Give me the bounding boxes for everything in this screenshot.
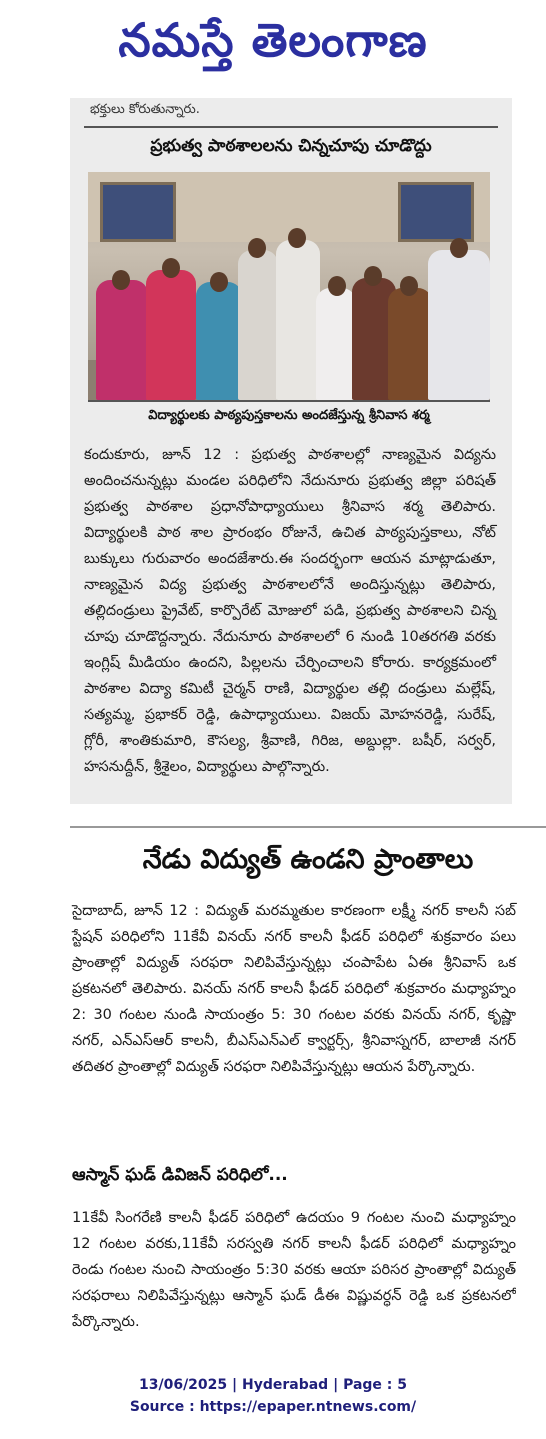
divider-line <box>84 126 498 128</box>
masthead-title: నమస్తే తెలంగాణ <box>118 13 428 67</box>
article-headline: ప్రభుత్వ పాఠశాలలను చిన్నచూపు చూడొద్దు <box>150 136 432 156</box>
photo-person <box>388 288 432 400</box>
photo-head <box>400 276 418 296</box>
photo-person <box>96 280 148 400</box>
photo-person <box>276 240 320 400</box>
photo-window <box>398 182 474 242</box>
photo-head <box>162 258 180 278</box>
article-body: కందుకూరు, జూన్ 12 : ప్రభుత్వ పాఠశాలల్లో నాణ్యమైన విద్యను అందించనున్నట్లు మండల పరిధిలోని నేదునూరు ప్రభుత్వ జిల్లా పరిషత్ ప్రభుత్వ పాఠశాల ప్రధానోపాధ్యాయులు శ్రీనివాస శర్మ తెలిపారు. విద్యార్థులకి పాఠ శాల ప్రారంభం రోజునే, ఉచిత పాఠ్యపుస్తకాలు, నోట్ బుక్కులు గురువారం అందజేశారు.ఈ సందర్భంగా ఆయన మాట్లాడుతూ, నాణ్యమైన విద్య ప్రభుత్వ పాఠశాలలోనే అందిస్తున్నట్లు తెలిపారు, తల్లిదండ్రులు ప్రైవేట్, కార్పొరేట్ మోజులో పడి, ప్రభుత్వ పాఠశాలని చిన్న చూపు చూడొద్దన్నారు. నేదునూరు పాఠశాలలో 6 నుండి 10తరగతి వరకు ఇంగ్లిష్ మీడియం ఉందని, పిల్లలను చేర్పించాలని కోరారు. కార్యక్రమంలో పాఠశాల విద్యా కమిటీ చైర్మన్ రాణి, విద్యార్థుల తల్లి దండ్రులు మల్లేష్, సత్యమ్మ, ప్రభాకర్ రెడ్డి, ఉపాధ్యాయులు. విజయ్ మోహనరెడ్డి, సురేష్, గ్లోరీ, శాంతికుమారి, కౌసల్య, శ్రీవాణి, గిరిజ, అబ్దుల్లా. బషీర్, సర్వర్, హసనుద్దీన్, శ్రీశైలం, విద్యార్థులు పాల్గొన్నారు. <box>84 447 496 775</box>
article-photo <box>88 172 490 400</box>
photo-head <box>288 228 306 248</box>
caption-divider <box>88 400 490 402</box>
article-body-power-cut: సైదాబాద్, జూన్ 12 : విద్యుత్ మరమ్మతుల కారణంగా లక్ష్మీ నగర్ కాలనీ సబ్ స్టేషన్ పరిధిలోని 11కేవీ వినయ్ నగర్ కాలనీ ఫీడర్ పరిధిలో శుక్రవారం పలు ప్రాంతాల్లో విద్యుత్ సరఫరా నిలిపివేస్తున్నట్లు చంపాపేట ఏఈ శ్రీనివాస్ ఒక ప్రకటనలో తెలిపారు. వినయ్ నగర్ కాలనీ ఫీడర్ పరిధిలో శుక్రవారం మధ్యాహ్నం 2: 30 గంటల నుండి సాయంత్రం 5: 30 గంటల వరకు వినయ్ నగర్, కృష్ణా నగర్, ఎన్ఎస్ఆర్ కాలనీ, బీఎస్ఎన్ఎల్ క్వార్టర్స్, శ్రీనివాస్నగర్, బాలాజీ నగర్ తదితర ప్రాంతాల్లో విద్యుత్ సరఫరా నిలిపివేస్తున్నట్లు ఆయన పేర్కొన్నారు. <box>72 903 516 1075</box>
photo-person <box>428 250 490 400</box>
article-school-books <box>70 98 512 804</box>
photo-head <box>112 270 130 290</box>
photo-head <box>364 266 382 286</box>
section-divider <box>70 826 546 828</box>
article-subhead: ఆస్మాన్ ఘడ్ డివిజన్ పరిధిలో... <box>72 1165 288 1185</box>
photo-head <box>210 272 228 292</box>
photo-person <box>238 250 278 400</box>
footer-date-edition: 13/06/2025 | Hyderabad | Page : 5 <box>138 1377 408 1393</box>
footer-source-link[interactable]: Source : https://epaper.ntnews.com/ <box>129 1399 417 1415</box>
photo-person <box>196 282 242 400</box>
photo-person <box>146 270 196 400</box>
previous-article-tail: భక్తులు కోరుతున్నారు. <box>90 102 200 117</box>
article-body-continued: 11కేవీ సింగరేణి కాలనీ ఫీడర్ పరిధిలో ఉదయం 9 గంటల నుంచి మధ్యాహ్నం 12 గంటల వరకు,11కేవీ సరస్వతి నగర్ కాలనీ ఫీడర్ పరిధిలో మధ్యాహ్నం రెండు గంటల నుంచి సాయంత్రం 5:30 వరకు ఆయా పరిసర ప్రాంతాల్లో విద్యుత్ సరఫరాలు నిలిపివేస్తున్నట్లు ఆస్మాన్ ఘడ్ డీఈ విష్ణువర్ధన్ రెడ్డి ఒక ప్రకటనలో పేర్కొన్నారు. <box>72 1210 516 1330</box>
photo-head <box>248 238 266 258</box>
photo-caption: విద్యార్థులకు పాఠ్యపుస్తకాలను అందజేస్తున్న శ్రీనివాస శర్మ <box>148 408 430 423</box>
page-footer <box>0 1374 546 1418</box>
photo-head <box>450 238 468 258</box>
article-headline-power-cut: నేడు విద్యుత్ ఉండని ప్రాంతాలు <box>142 844 474 875</box>
photo-person <box>316 288 356 400</box>
photo-head <box>328 276 346 296</box>
photo-window <box>100 182 176 242</box>
newspaper-masthead <box>0 0 546 92</box>
